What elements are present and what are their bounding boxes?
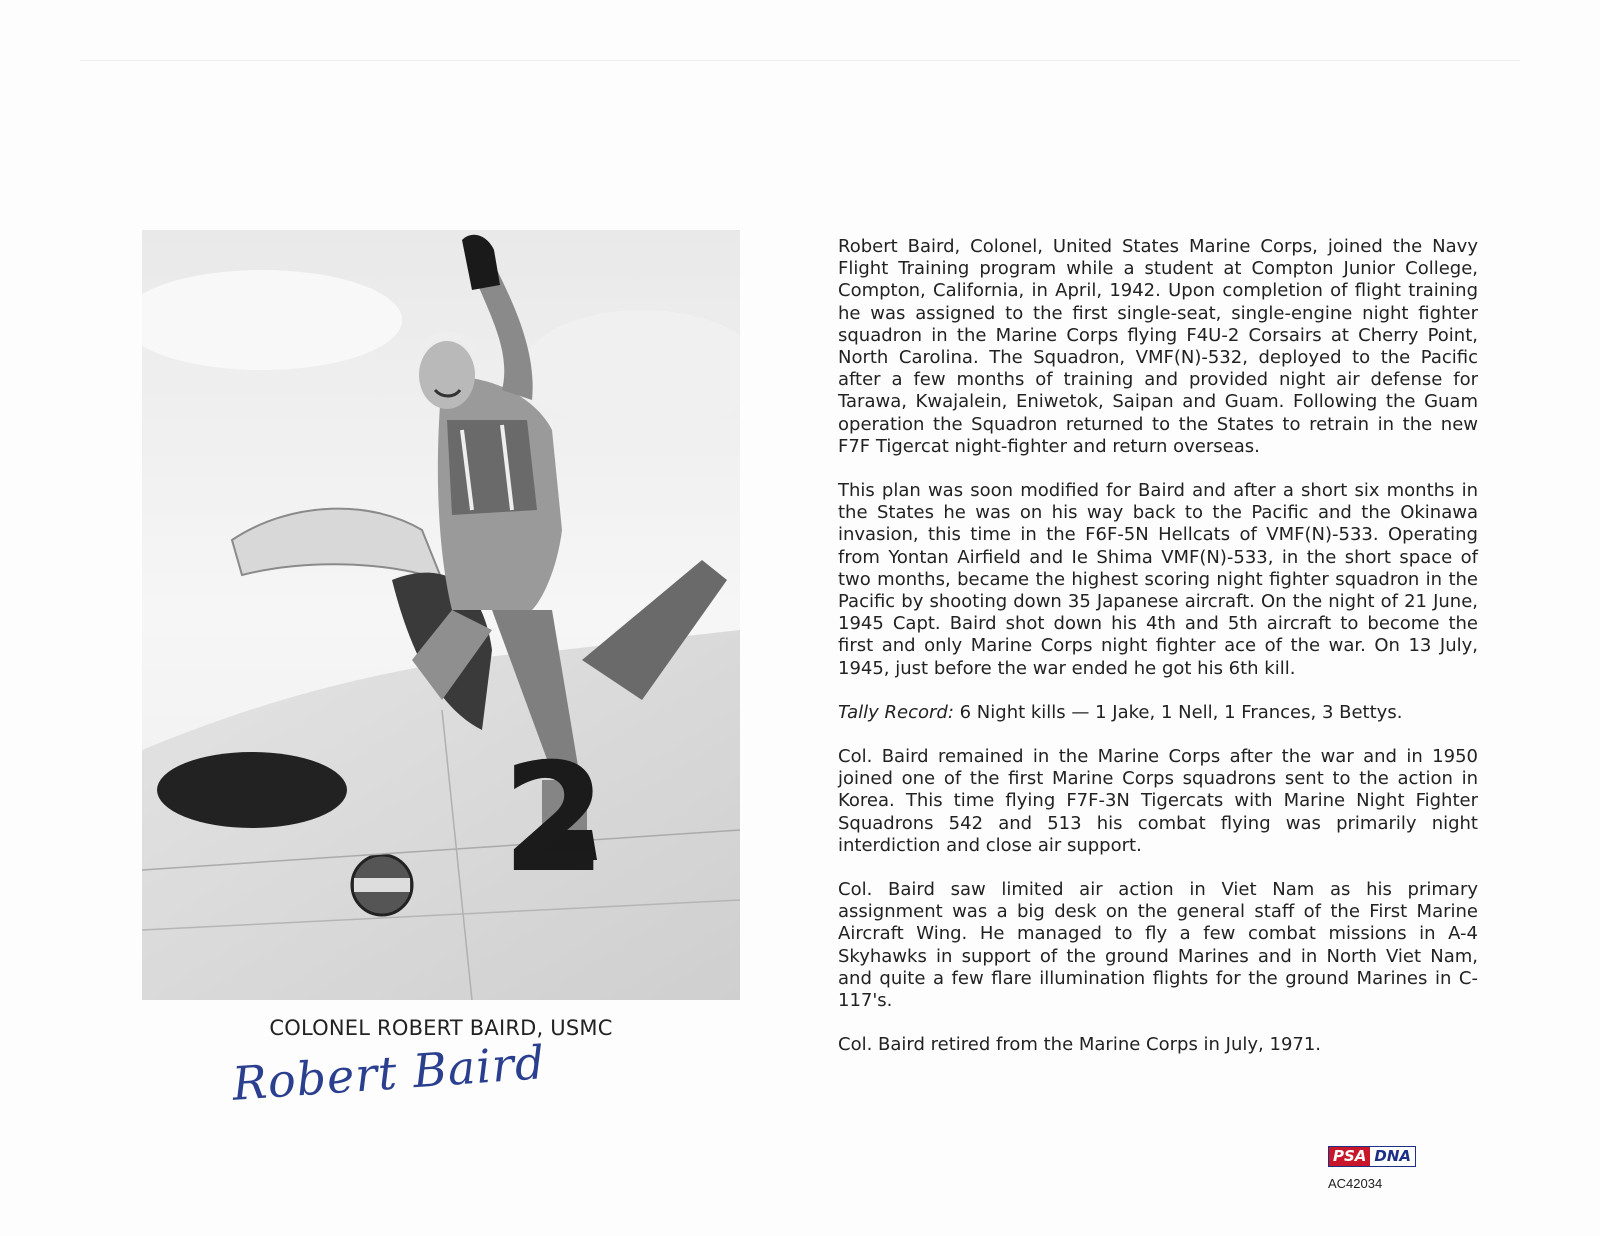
bio-paragraph-6: Col. Baird retired from the Marine Corps in July, 1971. bbox=[838, 1034, 1322, 1056]
top-rule bbox=[80, 60, 1520, 61]
certificate-number: AC42034 bbox=[1328, 1176, 1383, 1191]
bio-paragraph-5: Col. Baird saw limited air action in Viet Nam as his primary assignment was a big desk on the general staff of the First Marine Aircraft Wing. He managed to fly a few combat missions in A-4 Skyhawks in support of the ground Marines and in North Viet Nam, and quite a few flare illumination flights for the ground Marines in C-117's. bbox=[838, 879, 1478, 1012]
psa-dna-logo bbox=[1328, 1146, 1416, 1167]
tally-text: 6 Night kills — 1 Jake, 1 Nell, 1 Frances, 3 Bettys. bbox=[953, 701, 1403, 723]
bio-paragraph-4: Col. Baird remained in the Marine Corps after the war and in 1950 joined one of the first Marine Corps squadrons sent to the action in Korea. This time flying F7F-3N Tigercats with Marine Night Fighter Squadrons 542 and 513 his combat flying was primarily night interdiction and close air support. bbox=[838, 746, 1478, 856]
tally-record bbox=[838, 702, 1478, 724]
tally-label: Tally Record: bbox=[838, 701, 954, 723]
pilot-photo bbox=[142, 230, 740, 1000]
autograph-signature: Robert Baird bbox=[230, 1035, 547, 1111]
biography-text bbox=[838, 236, 1478, 1079]
aircraft-number: 2 bbox=[502, 732, 607, 906]
dna-logo-text: DNA bbox=[1370, 1147, 1415, 1166]
bio-paragraph-2: This plan was soon modified for Baird and after a short six months in the States he was on his way back to the Pacific and the Okinawa invasion, this time in the F6F-5N Hellcats of VMF(N)-533. Operating from Yontan Airfield and Ie Shima VMF(N)-533, in the short space of two months, became the highest scoring night fighter squadron in the Pacific by shooting down 35 Japanese aircraft. On the night of 21 June, 1945 Capt. Baird shot down his 4th and 5th aircraft to become the first and only Marine Corps night fighter ace of the war. On 13 July, 1945, just before the war ended he got his 6th kill. bbox=[838, 480, 1478, 679]
bio-paragraph-1: Robert Baird, Colonel, United States Marine Corps, joined the Navy Flight Training program while a student at Compton Junior College, Compton, California, in April, 1942. Upon completion of flight training he was assigned to the first single-seat, single-engine night fighter squadron in the Marine Corps flying F4U-2 Corsairs at Cherry Point, North Carolina. The Squadron, VMF(N)-532, deployed to the Pacific after a few months of training and provided night air defense for Tarawa, Kwajalein, Eniwetok, Saipan and Guam. Following the Guam operation the Squadron returned to the States to retrain in the new F7F Tigercat night-fighter and return overseas. bbox=[838, 236, 1478, 457]
psa-logo-text: PSA bbox=[1329, 1147, 1370, 1166]
photo-caption: COLONEL ROBERT BAIRD, USMC bbox=[269, 1016, 613, 1040]
